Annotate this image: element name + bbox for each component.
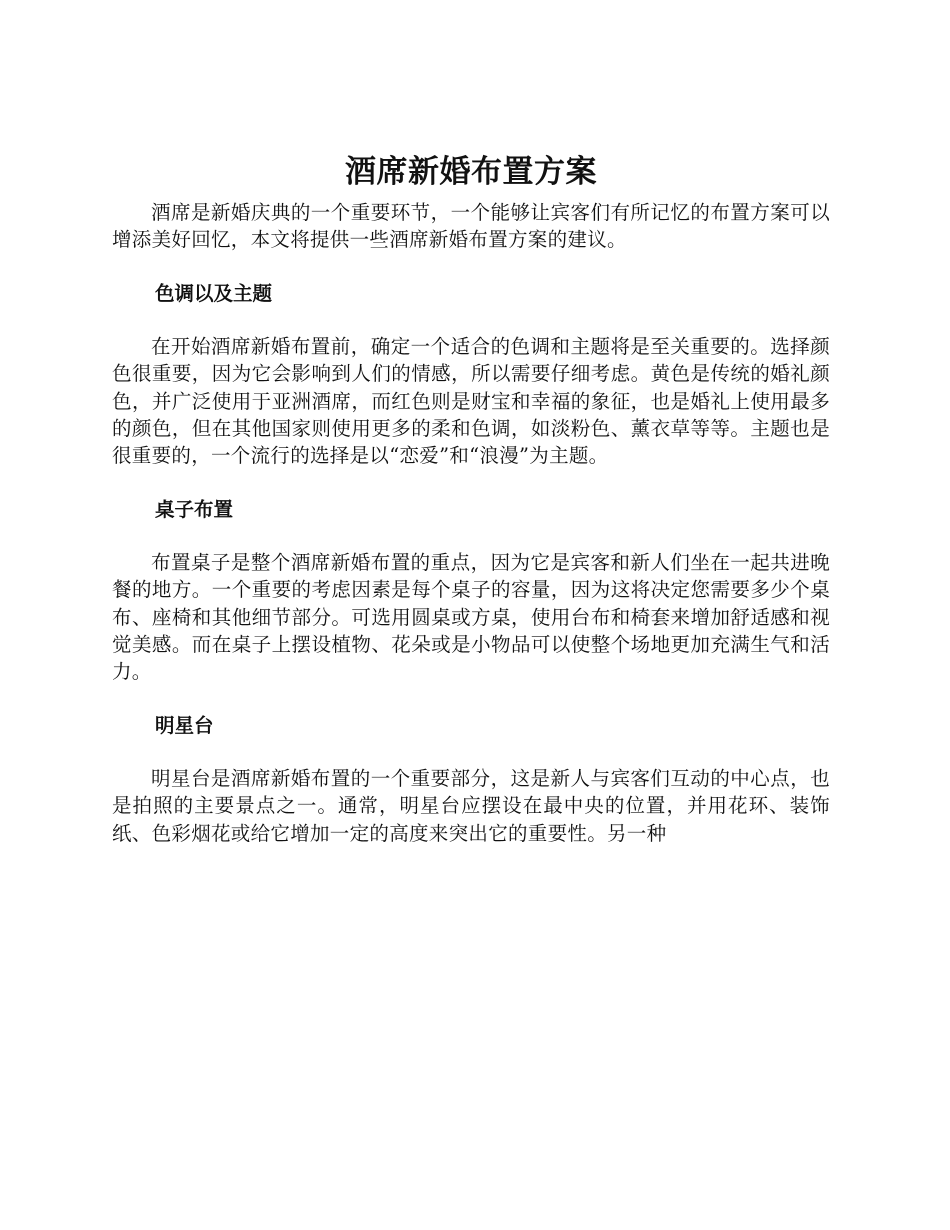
section-heading-table-layout: 桌子布置: [155, 497, 234, 521]
section-body-table-layout: 布置桌子是整个酒席新婚布置的重点，因为它是宾客和新人们坐在一起共进晚餐的地方。一个重要的考虑因素是每个桌子的容量，因为这将决定您需要多少个桌布、座椅和其他细节部分。可选用圆桌或方桌，使用台布和椅套来增加舒适感和视觉美感。而在桌子上摆设植物、花朵或是小物品可以使整个场地更加充满生气和活力。: [112, 550, 830, 684]
section-heading-star-stage: 明星台: [155, 713, 214, 737]
document-title: 酒席新婚布置方案: [345, 154, 597, 190]
section-heading-color-theme: 色调以及主题: [155, 281, 273, 305]
document-page: [112, 150, 830, 847]
intro-paragraph: 酒席是新婚庆典的一个重要环节，一个能够让宾客们有所记忆的布置方案可以增添美好回忆，本文将提供一些酒席新婚布置方案的建议。: [112, 201, 830, 252]
section-body-star-stage: 明星台是酒席新婚布置的一个重要部分，这是新人与宾客们互动的中心点，也是拍照的主要景点之一。通常，明星台应摆设在最中央的位置，并用花环、装饰纸、色彩烟花或给它增加一定的高度来突出它的重要性。另一种: [112, 766, 830, 845]
section-body-color-theme: 在开始酒席新婚布置前，确定一个适合的色调和主题将是至关重要的。选择颜色很重要，因为它会影响到人们的情感，所以需要仔细考虑。黄色是传统的婚礼颜色，并广泛使用于亚洲酒席，而红色则是财宝和幸福的象征，也是婚礼上使用最多的颜色，但在其他国家则使用更多的柔和色调，如淡粉色、薰衣草等等。主题也是很重要的，一个流行的选择是以“恋爱”和“浪漫”为主题。: [112, 334, 830, 468]
